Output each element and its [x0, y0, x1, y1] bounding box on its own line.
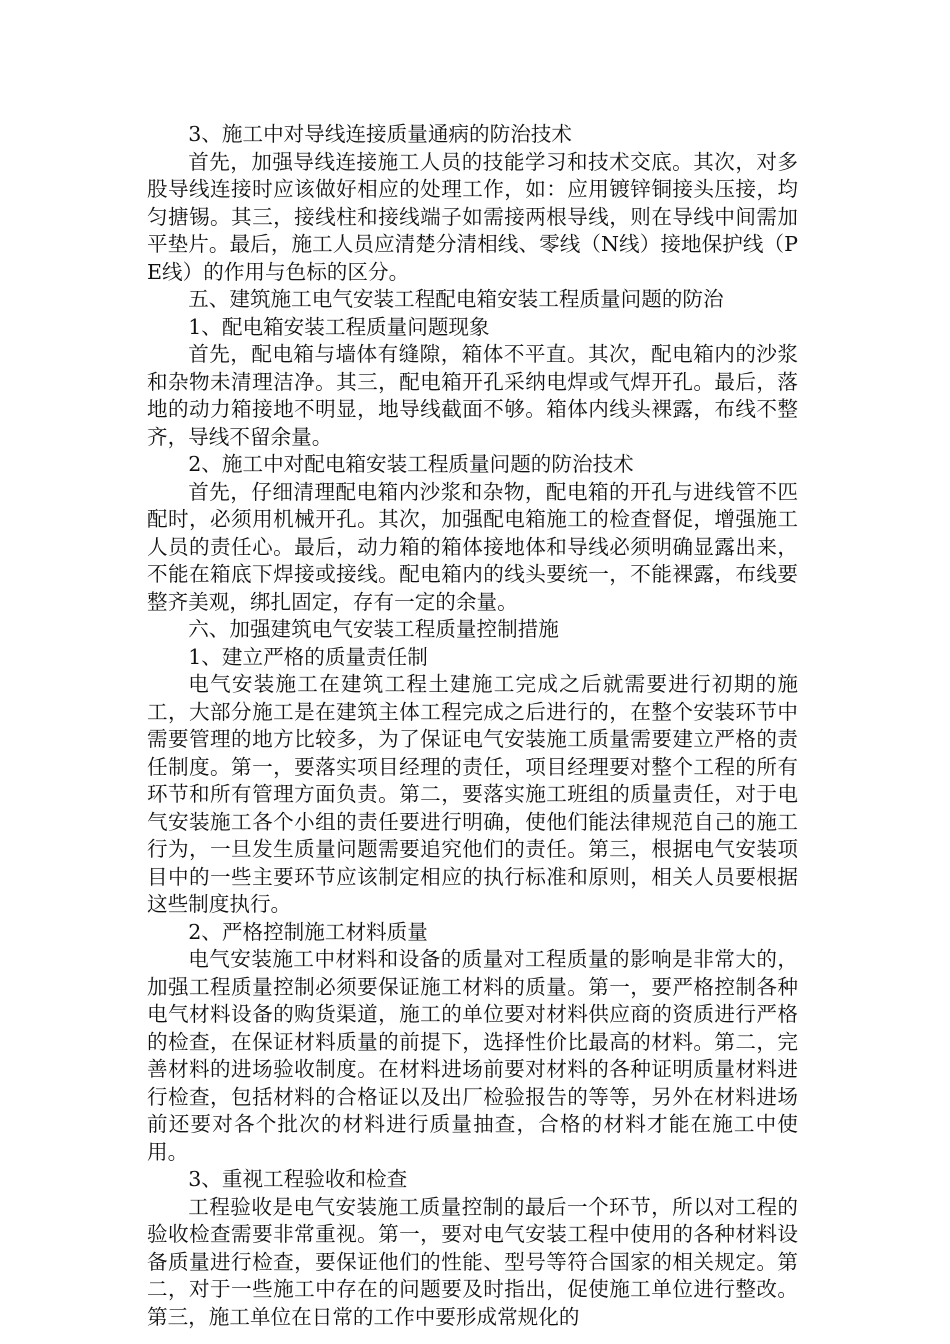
- section-heading-acceptance: 3、重视工程验收和检查: [188, 1167, 408, 1191]
- chapter-heading-quality-control: 六、加强建筑电气安装工程质量控制措施: [188, 617, 559, 641]
- section-heading-wire-connection: 3、施工中对导线连接质量通病的防治技术: [188, 122, 572, 146]
- paragraph-acceptance: 工程验收是电气安装施工质量控制的最后一个环节，所以对工程的验收检查需要非常重视。第一，要对电气安装工程中使用的各种材料设备质量进行检查，要保证他们的性能、型号等符合国家的相关规定。第二，对于一些施工中存在的问题要及时指出，促使施工单位进行整改。第三，施工单位在日常的工作中要形成常规化的: [147, 1194, 798, 1329]
- paragraph-box-prevention: 首先，仔细清理配电箱内沙浆和杂物，配电箱的开孔与进线管不匹配时，必须用机械开孔。其次，加强配电箱施工的检查督促，增强施工人员的责任心。最后，动力箱的箱体接地体和导线必须明确显露出来，不能在箱底下焊接或接线。配电箱内的线头要统一，不能裸露，布线要整齐美观，绑扎固定，存有一定的余量。: [147, 479, 798, 614]
- paragraph-responsibility: 电气安装施工在建筑工程土建施工完成之后就需要进行初期的施工，大部分施工是在建筑主体工程完成之后进行的，在整个安装环节中需要管理的地方比较多，为了保证电气安装施工质量需要建立严格的责任制度。第一，要落实项目经理的责任，项目经理要对整个工程的所有环节和所有管理方面负责。第二，要落实施工班组的质量责任，对于电气安装施工各个小组的责任要进行明确，使他们能法律规范自己的施工行为，一旦发生质量问题需要追究他们的责任。第三，根据电气安装项目中的一些主要环节应该制定相应的执行标准和原则，相关人员要根据这些制度执行。: [147, 672, 798, 916]
- section-heading-responsibility: 1、建立严格的质量责任制: [188, 644, 428, 669]
- chapter-heading-distribution-box: 五、建筑施工电气安装工程配电箱安装工程质量问题的防治: [188, 287, 724, 311]
- paragraph-box-problems: 首先，配电箱与墙体有缝隙，箱体不平直。其次，配电箱内的沙浆和杂物未清理洁净。其三，配电箱开孔采纳电焊或气焊开孔。最后，落地的动力箱接地不明显，地导线截面不够。箱体内线头裸露，布线不整齐，导线不留余量。: [147, 342, 798, 449]
- paragraph-wire-connection-measures: 首先，加强导线连接施工人员的技能学习和技术交底。其次，对多股导线连接时应该做好相应的处理工作，如：应用镀锌铜接头压接，均匀搪锡。其三，接线柱和接线端子如需接两根导线，则在导线中间需加平垫片。最后，施工人员应清楚分清相线、零线（N线）接地保护线（PE线）的作用与色标的区分。: [147, 149, 798, 284]
- paragraph-materials: 电气安装施工中材料和设备的质量对工程质量的影响是非常大的，加强工程质量控制必须要保证施工材料的质量。第一，要严格控制各种电气材料设备的购货渠道，施工的单位要对材料供应商的资质进行严格的检查，在保证材料质量的前提下，选择性价比最高的材料。第二，完善材料的进场验收制度。在材料进场前要对材料的各种证明质量材料进行检查，包括材料的合格证以及出厂检验报告的等等，另外在材料进场前还要对各个批次的材料进行质量抽查，合格的材料才能在施工中使用。: [147, 947, 798, 1164]
- section-heading-box-problems: 1、配电箱安装工程质量问题现象: [188, 314, 490, 339]
- section-heading-materials: 2、严格控制施工材料质量: [188, 919, 428, 944]
- section-heading-box-prevention: 2、施工中对配电箱安装工程质量问题的防治技术: [188, 452, 634, 476]
- document-page: [147, 121, 798, 1331]
